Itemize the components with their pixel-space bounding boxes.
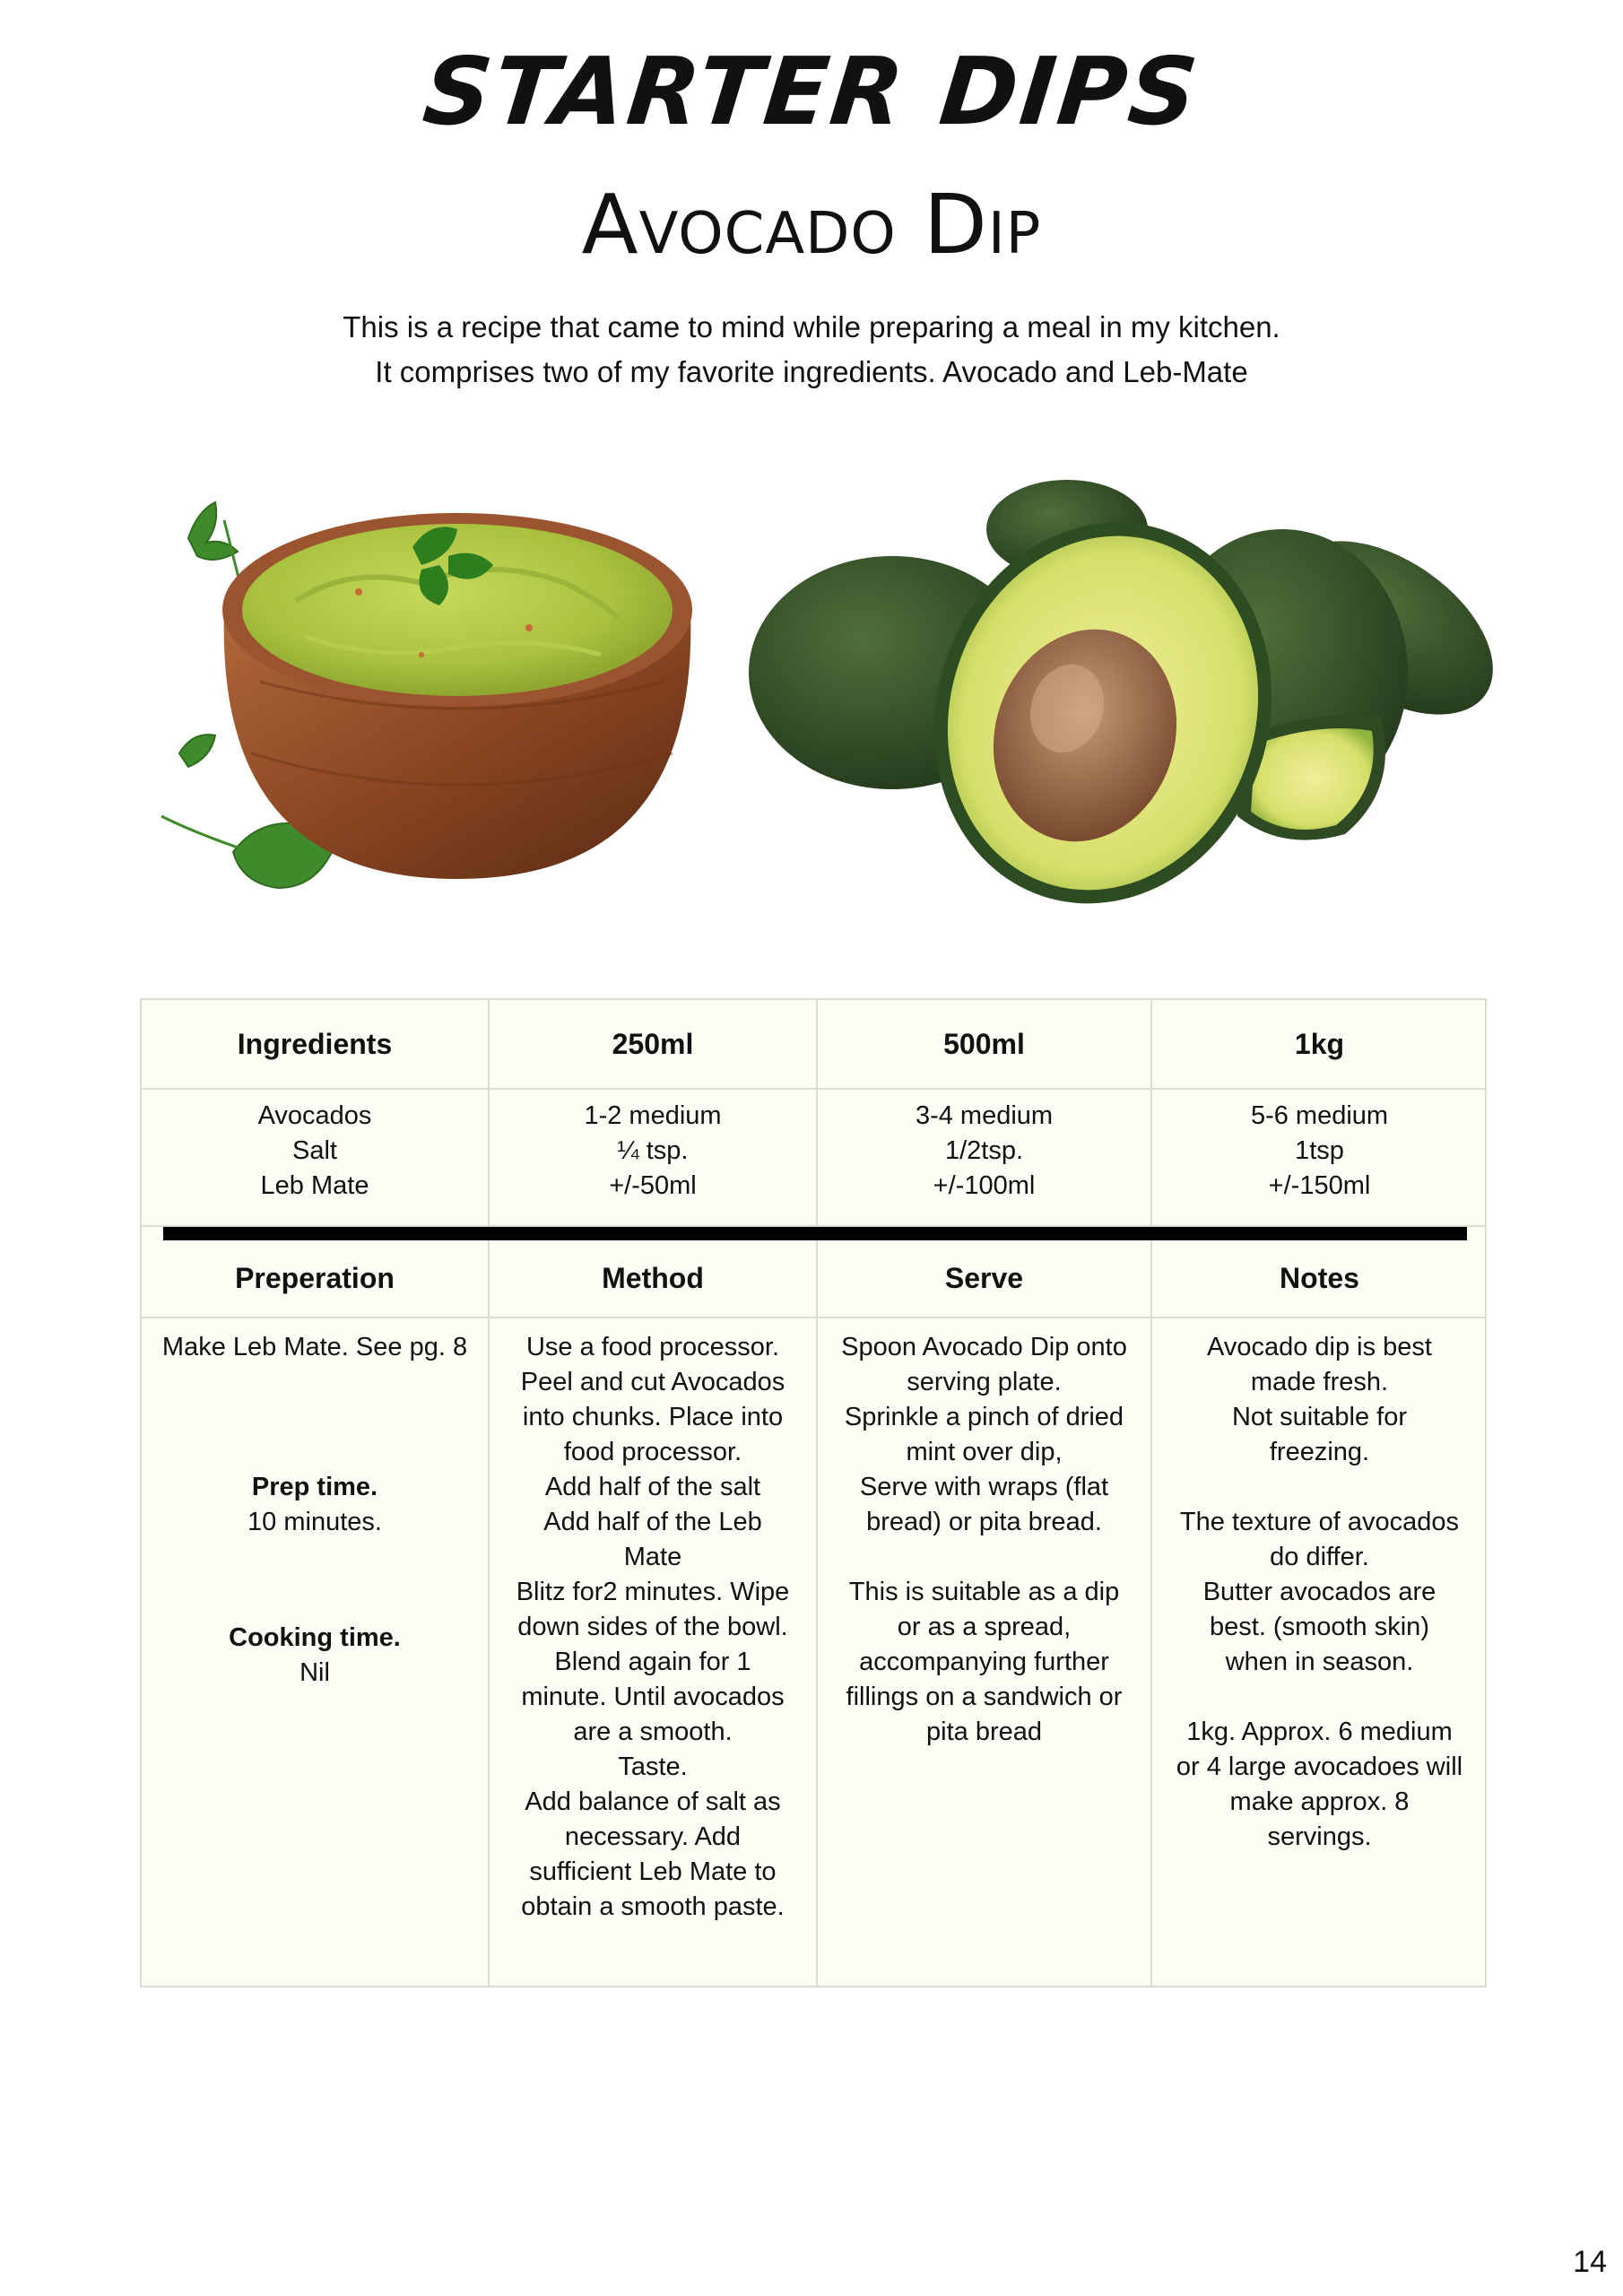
- intro-line: This is a recipe that came to mind while preparing a meal in my kitchen.: [343, 310, 1280, 344]
- method-line: Add half of the salt: [544, 1473, 761, 1501]
- notes-paragraph: [1152, 1330, 1487, 1470]
- method-line: food processor.: [563, 1438, 742, 1466]
- notes-line: The texture of avocados: [1179, 1508, 1460, 1536]
- quantity-value: 1tsp: [1295, 1136, 1344, 1165]
- serve-paragraph: [818, 1575, 1150, 1750]
- col-header-ingredients: Ingredients: [237, 1027, 393, 1060]
- notes-line: 1kg. Approx. 6 medium: [1186, 1718, 1453, 1746]
- ingredient-name: Avocados: [257, 1101, 372, 1130]
- method-line: down sides of the bowl.: [517, 1613, 788, 1641]
- col-header-notes: Notes: [1280, 1262, 1359, 1294]
- col-header-500ml: 500ml: [943, 1027, 1025, 1060]
- notes-line: servings.: [1267, 1822, 1372, 1851]
- method-line: minute. Until avocados: [521, 1683, 785, 1711]
- col-header-method: Method: [602, 1262, 704, 1294]
- method-line: necessary. Add: [564, 1822, 742, 1851]
- serve-line: pita bread: [926, 1718, 1042, 1746]
- method-line: into chunks. Place into: [522, 1403, 784, 1431]
- serve-line: or as a spread,: [897, 1613, 1072, 1641]
- cooking-time-value: Nil: [299, 1658, 330, 1687]
- serve-line: Spoon Avocado Dip onto: [841, 1333, 1127, 1361]
- quantity-250ml: [490, 1099, 816, 1204]
- serve-line: accompanying further: [859, 1648, 1109, 1676]
- quantity-value: +/-100ml: [933, 1171, 1036, 1200]
- serve-line: This is suitable as a dip: [848, 1578, 1120, 1606]
- cooking-time-label: Cooking time.: [229, 1623, 401, 1652]
- method-line: Blitz for2 minutes. Wipe: [516, 1578, 790, 1606]
- quantity-1kg: [1152, 1099, 1487, 1204]
- section-title: STARTER DIPS: [418, 37, 1205, 146]
- quantity-value: 1/2tsp.: [944, 1136, 1024, 1165]
- method-line: Add balance of salt as: [525, 1787, 781, 1816]
- notes-line: Butter avocados are: [1202, 1578, 1436, 1606]
- col-header-1kg: 1kg: [1294, 1027, 1345, 1060]
- notes-line: do differ.: [1270, 1543, 1369, 1571]
- col-header-serve: Serve: [944, 1262, 1024, 1294]
- serve-line: mint over dip,: [906, 1438, 1063, 1466]
- intro-text: [0, 305, 1623, 395]
- quantity-value: 5-6 medium: [1250, 1101, 1389, 1130]
- method-line: are a smooth.: [573, 1718, 733, 1746]
- avocado-dip-bowl-image: [152, 484, 744, 924]
- ingredient-name: Salt: [292, 1136, 337, 1165]
- method-cell: [490, 1330, 816, 1925]
- recipe-table: [140, 998, 1487, 1987]
- ingredient-name: Leb Mate: [260, 1171, 369, 1200]
- notes-line: when in season.: [1225, 1648, 1414, 1676]
- quantity-value: ¼ tsp.: [617, 1136, 689, 1165]
- serve-line: Serve with wraps (flat: [859, 1473, 1109, 1501]
- serve-cell: [818, 1330, 1150, 1750]
- notes-cell: [1152, 1330, 1487, 1855]
- serve-line: fillings on a sandwich or: [846, 1683, 1123, 1711]
- notes-line: made fresh.: [1250, 1368, 1389, 1396]
- serve-line: Sprinkle a pinch of dried: [844, 1403, 1124, 1431]
- page-number: 14: [1573, 2245, 1607, 2279]
- notes-line: or 4 large avocadoes will: [1176, 1752, 1463, 1781]
- notes-line: Not suitable for: [1231, 1403, 1408, 1431]
- method-line: Add half of the Leb: [543, 1508, 762, 1536]
- method-line: Use a food processor.: [525, 1333, 780, 1361]
- col-header-preparation: Preperation: [235, 1262, 395, 1294]
- notes-paragraph: [1152, 1715, 1487, 1855]
- method-line: Taste.: [618, 1752, 688, 1781]
- method-line: sufficient Leb Mate to: [529, 1857, 777, 1886]
- serve-line: serving plate.: [907, 1368, 1062, 1396]
- method-line: Mate: [623, 1543, 682, 1571]
- method-line: Peel and cut Avocados: [520, 1368, 785, 1396]
- section-divider: [163, 1227, 1467, 1240]
- notes-line: Avocado dip is best: [1207, 1333, 1432, 1361]
- quantity-500ml: [818, 1099, 1150, 1204]
- notes-line: make approx. 8: [1229, 1787, 1410, 1816]
- quantity-value: +/-50ml: [609, 1171, 697, 1200]
- preparation-cell: [142, 1330, 488, 1691]
- quantity-value: 3-4 medium: [915, 1101, 1054, 1130]
- prep-time-label: Prep time.: [251, 1473, 378, 1501]
- quantity-value: +/-150ml: [1268, 1171, 1371, 1200]
- ingredient-list: [142, 1099, 488, 1204]
- method-line: obtain a smooth paste.: [521, 1892, 785, 1921]
- avocados-image: [744, 466, 1533, 906]
- preparation-note: Make Leb Mate. See pg. 8: [161, 1333, 468, 1361]
- method-line: Blend again for 1: [554, 1648, 751, 1676]
- prep-time-value: 10 minutes.: [247, 1508, 382, 1536]
- serve-line: bread) or pita bread.: [866, 1508, 1102, 1536]
- notes-line: freezing.: [1269, 1438, 1370, 1466]
- recipe-title: Avocado Dip: [581, 177, 1042, 273]
- quantity-value: 1-2 medium: [584, 1101, 722, 1130]
- serve-paragraph: [818, 1330, 1150, 1540]
- notes-paragraph: [1152, 1505, 1487, 1680]
- notes-line: best. (smooth skin): [1210, 1613, 1429, 1641]
- intro-line: It comprises two of my favorite ingredients. Avocado and Leb-Mate: [375, 355, 1248, 388]
- col-header-250ml: 250ml: [612, 1027, 694, 1060]
